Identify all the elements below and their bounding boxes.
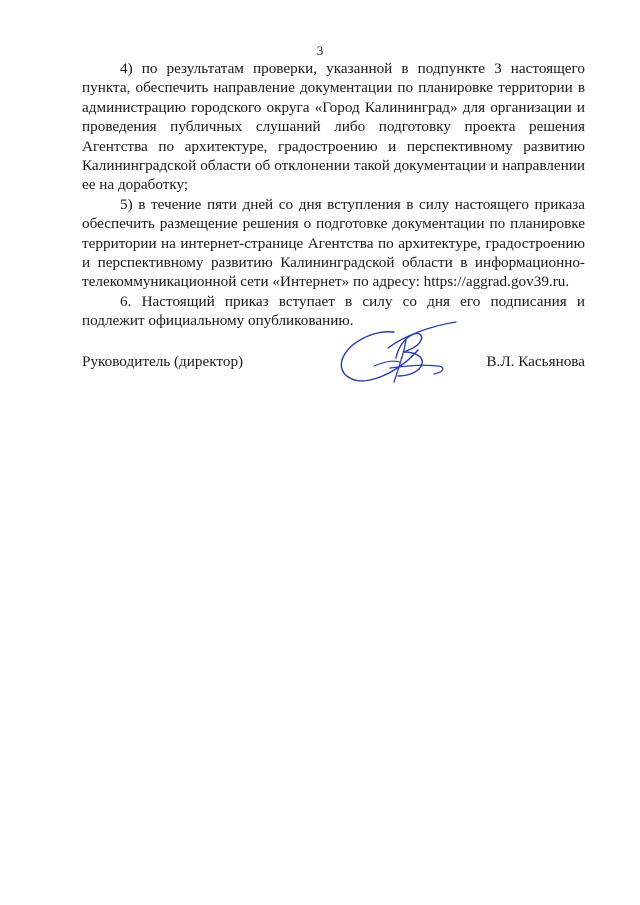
signatory-title: Руководитель (директор) [82, 353, 244, 370]
page-number: 3 [316, 43, 324, 58]
paragraph-item-5: 5) в течение пяти дней со дня вступления в силу настоящего приказа обеспечить размещение решения о подготовке документации по планировке территории на интернет-странице Агентства по архитектуре, градостроению и перспективному развитию Калининградской области в информационно-телекоммуникационной сети «Интернет» по адресу: https://aggrad.gov39.ru. [82, 195, 585, 291]
handwritten-signature [334, 318, 462, 390]
paragraph-item-4: 4) по результатам проверки, указанной в подпункте 3 настоящего пункта, обеспечить направление документации по планировке территории в администрацию городского округа «Город Калининград» для организации и проведения публичных слушаний либо подготовку проекта решения Агентства по архитектуре, градостроению и перспективному развитию Калининградской области об отклонении такой документации и направлении ее на доработку; [82, 60, 585, 194]
paragraph-item-6: 6. Настоящий приказ вступает в силу со дня его подписания и подлежит официальному опубликованию. [82, 292, 585, 330]
signatory-name: В.Л. Касьянова [486, 353, 585, 370]
document-body [82, 59, 585, 331]
